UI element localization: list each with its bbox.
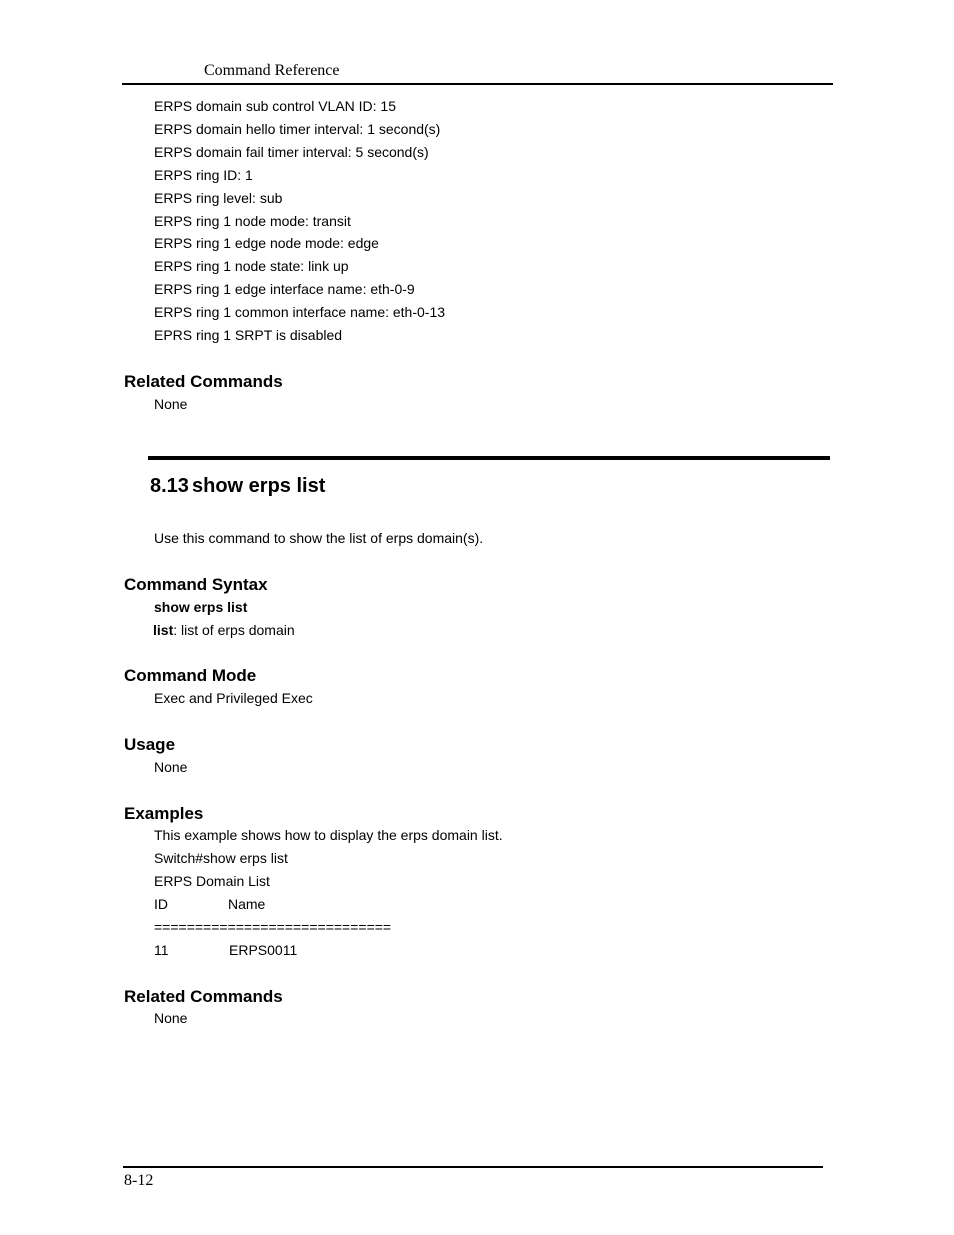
- usage-body: None: [154, 759, 188, 775]
- parameter-name: list: [153, 622, 174, 638]
- command-mode-body: Exec and Privileged Exec: [154, 690, 313, 706]
- section-rule: [148, 456, 830, 460]
- running-header: Command Reference: [204, 62, 340, 79]
- section-number: 8.13: [150, 475, 189, 497]
- command-syntax-heading: Command Syntax: [124, 575, 268, 594]
- output-line: ERPS domain hello timer interval: 1 second(s): [154, 121, 441, 137]
- output-line: ERPS domain fail timer interval: 5 second(s): [154, 144, 429, 160]
- example-command: Switch#show erps list: [154, 850, 288, 866]
- command-syntax: show erps list: [154, 599, 248, 615]
- parameter-description: : list of erps domain: [173, 622, 295, 638]
- example-separator: =============================: [154, 919, 392, 935]
- footer-rule: [123, 1166, 823, 1168]
- output-line: ERPS ring ID: 1: [154, 167, 253, 183]
- output-line: ERPS ring 1 edge interface name: eth-0-9: [154, 281, 415, 297]
- output-line: ERPS ring 1 common interface name: eth-0-13: [154, 304, 446, 320]
- output-line: ERPS ring 1 node mode: transit: [154, 213, 351, 229]
- header-rule: [122, 83, 833, 85]
- examples-heading: Examples: [124, 804, 204, 823]
- usage-heading: Usage: [124, 735, 176, 754]
- example-intro: This example shows how to display the erps domain list.: [154, 827, 503, 843]
- example-row-id: 11: [154, 942, 169, 958]
- section-title: [150, 474, 325, 498]
- output-line: ERPS ring 1 edge node mode: edge: [154, 235, 379, 251]
- section-title-text: show erps list: [192, 475, 326, 497]
- section-description: Use this command to show the list of erps domain(s).: [154, 530, 484, 546]
- output-line: EPRS ring 1 SRPT is disabled: [154, 327, 343, 343]
- example-list-title: ERPS Domain List: [154, 873, 270, 889]
- related-commands-body: None: [154, 1010, 188, 1026]
- related-commands-body: None: [154, 396, 188, 412]
- example-row-name: ERPS0011: [229, 942, 298, 958]
- related-commands-heading: Related Commands: [124, 987, 283, 1006]
- related-commands-heading: Related Commands: [124, 372, 283, 391]
- output-line: ERPS ring level: sub: [154, 190, 283, 206]
- parameter-line: [153, 622, 295, 638]
- output-line: ERPS ring 1 node state: link up: [154, 258, 349, 274]
- example-column-id: ID: [154, 896, 168, 912]
- example-column-name: Name: [228, 896, 266, 912]
- command-mode-heading: Command Mode: [124, 666, 257, 685]
- page-number: 8-12: [124, 1172, 154, 1189]
- output-line: ERPS domain sub control VLAN ID: 15: [154, 98, 397, 114]
